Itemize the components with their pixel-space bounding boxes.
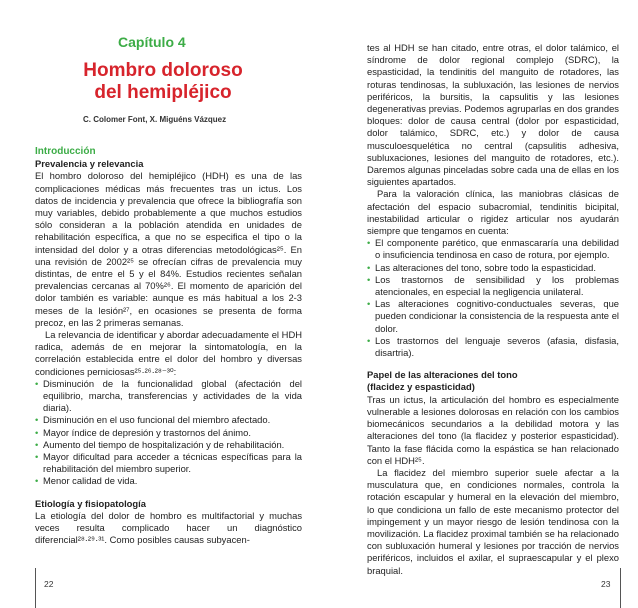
footer-rule-left	[35, 568, 36, 608]
paragraph: La etiología del dolor de hombro es multifactorial y muchas veces resulta complicado hacer un diagnóstico diferencial²⁸·²⁹·³¹. Como posibles causas subyacen-	[35, 509, 302, 546]
list-item: • Disminución de la funcionalidad global (afectación del equilibrio, marcha, transferencias y actividades de la vida diaria).	[35, 378, 302, 415]
paragraph: La relevancia de identificar y abordar adecuadamente el HDH radica, además de en mejorar la sintomatología, en la correlación establecida entre el dolor del hombro y diversas condiciones perniciosas²⁵·²⁶·²⁸⁻³⁰:	[35, 329, 302, 377]
section-introduction-heading: Introducción	[35, 146, 96, 157]
chapter-title-line1: Hombro doloroso	[83, 60, 243, 81]
subsection-tone-heading: Papel de las alteraciones del tono	[367, 369, 518, 381]
authors: C. Colomer Font, X. Miguéns Vázquez	[83, 115, 227, 124]
paragraph: Tras un ictus, la articulación del hombro es especialmente vulnerable a lesiones dolorosas en relación con los cambios biomecánicos secundarios a la debilidad motora y las alteraciones del tono (la flacidez y posterior espasticidad). Tanto la fase flácida como la espástica se han relacionado con el HDH²⁵.	[367, 393, 619, 466]
paragraph: tes al HDH se han citado, entre otras, el dolor talámico, el síndrome de dolor regional complejo (SDRC), la espasticidad, la tendinitis del manguito de rotadores, las roturas tendinosas, la subluxación, las lesiones de nervios periféricos, la bursitis, la capsulitis y las lesiones degenerativas previas. Podemos agruparlas en dos grandes bloques: dolor de causa central (dolor por espasticidad, dolor talámico, SDRC, etc.) y dolor de causa musculoesquelética no central (capsulitis adhesiva, subluxaciones, lesiones del manguito de rotadores, etc.). Daremos algunas pinceladas sobre cada una de ellas en los siguientes apartados.	[367, 42, 619, 188]
bullet-list	[35, 378, 302, 488]
bullet-list	[367, 237, 619, 359]
list-item: • Los trastornos de sensibilidad y los problemas atencionales, en especial la negligencia unilateral.	[367, 274, 619, 298]
list-item: • Mayor dificultad para acceder a técnicas específicas para la rehabilitación del miembro superior.	[35, 451, 302, 475]
list-item: • Los trastornos del lenguaje severos (afasia, disfasia, disartria).	[367, 335, 619, 359]
left-column	[35, 146, 302, 547]
list-item: • Disminución en el uso funcional del miembro afectado.	[35, 414, 302, 426]
list-item: • Las alteraciones del tono, sobre todo la espasticidad.	[367, 262, 619, 274]
list-item: • Aumento del tiempo de hospitalización y de rehabilitación.	[35, 439, 302, 451]
paragraph: La flacidez del miembro superior suele afectar a la musculatura que, en condiciones normales, controla la rotación escapular y humeral en la elevación del miembro, lo que condiciona un fallo de este mecanismo protector del impingement y un mayor riesgo de lesión tendinosa con la movilización. La flacidez proximal también se ha relacionado con subluxación humeral y lesiones por tracción de nervios periféricos, incluidos el axilar, el supraescapular y el plexo braquial.	[367, 466, 619, 576]
paragraph: El hombro doloroso del hemipléjico (HDH) es una de las complicaciones médicas más frecuentes tras un ictus. Los datos de incidencia y prevalencia que ofrece la bibliografía son muy variables, debido probablemente a que muchos estudios sólo consideran a la población atendida en unidades de rehabilitación específica, a que no se especifica el tipo o la intensidad del dolor y a otras diferencias metodológicas²⁵. En una revisión de 2002²⁵ se ofrecían cifras de prevalencia muy distintas, de entre el 5 y el 84%. Estudios recientes señalan prevalencias cercanas al 70%²⁶. El momento de aparición del dolor también es variable: aunque es más habitual a los 2-3 meses de la lesión²⁷, en ocasiones se presenta de forma precoz, en las 2 primeras semanas.	[35, 170, 302, 328]
subsection-etiology-heading: Etiología y fisiopatología	[35, 497, 146, 509]
subsection-prevalence-heading: Prevalencia y relevancia	[35, 158, 144, 170]
subsection-tone-heading-sub: (flacidez y espasticidad)	[367, 381, 475, 393]
chapter-title	[68, 60, 258, 104]
footer-rule-right	[620, 568, 621, 608]
page-number-right: 23	[601, 579, 611, 589]
right-column	[367, 42, 619, 577]
list-item: • Menor calidad de vida.	[35, 475, 302, 487]
list-item: • Mayor índice de depresión y trastornos del ánimo.	[35, 427, 302, 439]
page-number-left: 22	[44, 579, 54, 589]
list-item: • El componente parético, que enmascararía una debilidad o insuficiencia tendinosa en caso de rotura, por ejemplo.	[367, 237, 619, 261]
list-item: • Las alteraciones cognitivo-conductuales severas, que pueden condicionar la consistencia de la respuesta ante el dolor.	[367, 298, 619, 335]
paragraph: Para la valoración clínica, las maniobras clásicas de afectación del espacio subacromial, tendinitis bicipital, inestabilidad articular o rigidez articular nos ayudarán siempre que tengamos en cuenta:	[367, 188, 619, 237]
chapter-label: Capítulo 4	[118, 34, 186, 50]
chapter-title-line2: del hemipléjico	[94, 82, 232, 103]
